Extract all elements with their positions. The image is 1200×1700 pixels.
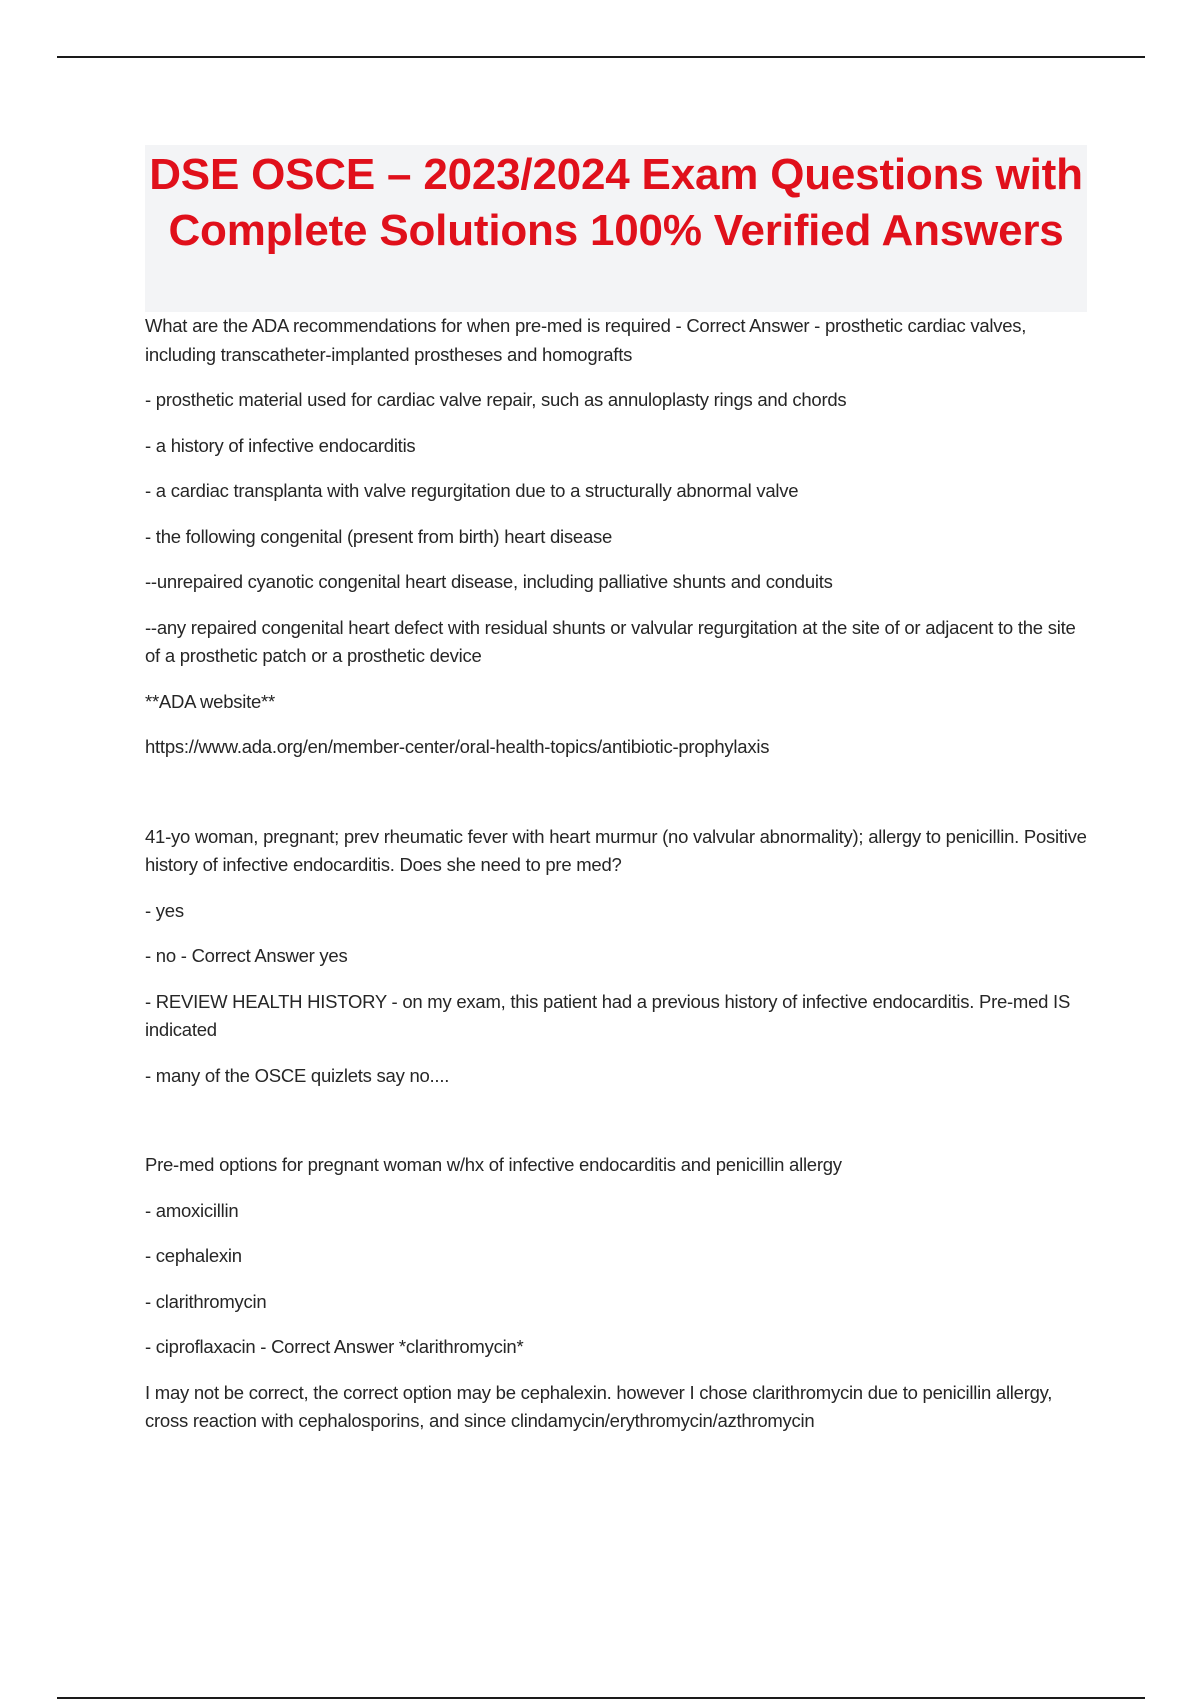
sub-list-item: --unrepaired cyanotic congenital heart disease, including palliative shunts and conduits [145,571,833,592]
list-item: - a cardiac transplanta with valve regurgitation due to a structurally abnormal valve [145,480,799,501]
question-paragraph: Pre-med options for pregnant woman w/hx of infective endocarditis and penicillin allergy [145,1154,842,1175]
section-spacer [145,1107,1095,1151]
document-title: DSE OSCE – 2023/2024 Exam Questions with Complete Solutions 100% Verified Answers [149,150,1083,255]
note-paragraph: - many of the OSCE quizlets say no.... [145,1064,450,1086]
answer-option: - cephalexin [145,1245,242,1266]
section-spacer [145,779,1095,823]
answer-option: - no - Correct Answer yes [145,945,348,966]
list-item: - prosthetic material used for cardiac valve repair, such as annuloplasty rings and chords [145,389,847,410]
answer-option: - amoxicillin [145,1199,239,1221]
answer-option: - yes [145,899,184,921]
note-paragraph: I may not be correct, the correct option may be cephalexin. however I chose clarithromycin due to penicillin allergy, cross reaction with cephalosporins, and since clindamycin/erythromycin/azthromycin [145,1381,1053,1431]
section-premed-options [145,1151,1095,1436]
document-body [145,312,1095,1453]
list-item: - the following congenital (present from birth) heart disease [145,525,613,547]
title-banner [145,145,1087,312]
list-item: - a history of infective endocarditis [145,434,416,456]
answer-option: - clarithromycin [145,1290,267,1312]
question-paragraph: What are the ADA recommendations for when pre-med is required - Correct Answer - prosthetic cardiac valves, including transcatheter-implanted prostheses and homografts [145,315,1027,365]
source-url: https://www.ada.org/en/member-center/oral-health-topics/antibiotic-prophylaxis [145,736,770,757]
section-pregnant-premed-question [145,823,1095,1091]
source-label: **ADA website** [145,690,275,712]
footer-rule [57,1697,1145,1699]
header-rule [57,56,1145,58]
answer-option: - ciproflaxacin - Correct Answer *clarithromycin* [145,1336,524,1357]
note-paragraph: - REVIEW HEALTH HISTORY - on my exam, this patient had a previous history of infective endocarditis. Pre-med IS indicated [145,990,1071,1040]
question-paragraph: 41-yo woman, pregnant; prev rheumatic fever with heart murmur (no valvular abnormality); allergy to penicillin. Positive history of infective endocarditis. Does she need to pre med? [145,825,1087,875]
sub-list-item: --any repaired congenital heart defect with residual shunts or valvular regurgitation at the site of or adjacent to the site of a prosthetic patch or a prosthetic device [145,616,1076,666]
section-ada-recommendations [145,312,1095,762]
